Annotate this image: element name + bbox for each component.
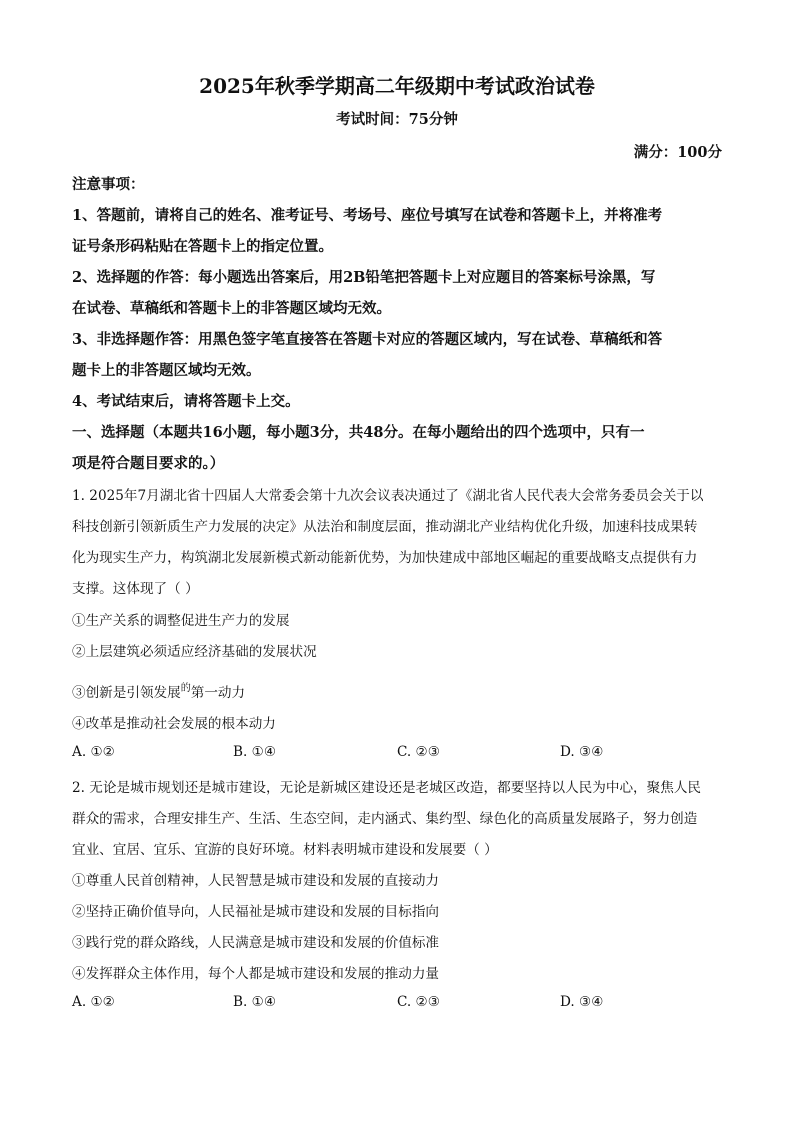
q2-item-1: ①尊重人民首创精神，人民智慧是城市建设和发展的直接动力 — [72, 873, 440, 889]
q1-item-4: ④改革是推动社会发展的根本动力 — [72, 716, 276, 732]
q1-item-3-superscript: 的 — [180, 683, 191, 694]
q1-item-3-part: 第一动力 — [190, 685, 246, 701]
q2-option-a: A. ①② — [72, 994, 115, 1010]
q1-item-2: ②上层建筑必须适应经济基础的发展状况 — [72, 644, 317, 660]
q2-option-d: D. ③④ — [560, 994, 604, 1010]
q1-stem-line: 科技创新引领新质生产力发展的决定》从法治和制度层面，推动湖北产业结构优化升级，加速科技成果转 — [72, 519, 698, 535]
q2-item-4: ④发挥群众主体作用，每个人都是城市建设和发展的推动力量 — [72, 966, 440, 982]
notes-line: 1、答题前，请将自己的姓名、准考证号、考场号、座位号填写在试卷和答题卡上，并将准考 — [72, 207, 663, 224]
q1-option-b: B. ①④ — [233, 744, 277, 760]
q2-stem-line: 2. 无论是城市规划还是城市建设，无论是新城区建设还是老城区改造，都要坚持以人民为中心，聚焦人民 — [72, 780, 702, 796]
full-score: 满分：100分 — [633, 144, 722, 161]
q2-option-c: C. ②③ — [397, 994, 440, 1010]
notes-line: 3、非选择题作答：用黑色签字笔直接答在答题卡对应的答题区域内，写在试卷、草稿纸和答 — [72, 331, 663, 348]
notes-line: 题卡上的非答题区域均无效。 — [72, 362, 261, 379]
notes-line: 在试卷、草稿纸和答题卡上的非答题区域均无效。 — [72, 300, 391, 317]
q2-option-b: B. ①④ — [233, 994, 277, 1010]
section-heading: 项是符合题目要求的。） — [72, 455, 225, 472]
q1-stem-line: 1. 2025年7月湖北省十四届人大常委会第十九次会议表决通过了《湖北省人民代表大会常务委员会关于以 — [72, 488, 704, 504]
q1-option-c: C. ②③ — [397, 744, 440, 760]
notes-line: 4、考试结束后，请将答题卡上交。 — [72, 393, 300, 410]
q1-stem-line: 化为现实生产力，构筑湖北发展新模式新动能新优势，为加快建成中部地区崛起的重要战略支点提供有力 — [72, 550, 698, 566]
notes-line: 证号条形码粘贴在答题卡上的指定位置。 — [72, 238, 333, 255]
q1-item-1: ①生产关系的调整促进生产力的发展 — [72, 613, 290, 629]
q1-option-d: D. ③④ — [560, 744, 604, 760]
q2-stem-line: 宜业、宜居、宜乐、宜游的良好环境。材料表明城市建设和发展要（ ） — [72, 842, 498, 858]
q1-stem-line: 支撑。这体现了（ ） — [72, 581, 199, 597]
q1-option-a: A. ①② — [72, 744, 115, 760]
notes-heading: 注意事项： — [72, 176, 145, 193]
exam-title: 2025年秋季学期高二年级期中考试政治试卷 — [199, 74, 595, 98]
notes-line: 2、选择题的作答：每小题选出答案后，用2B铅笔把答题卡上对应题目的答案标号涂黑，写 — [72, 269, 656, 286]
q2-item-3: ③践行党的群众路线，人民满意是城市建设和发展的价值标准 — [72, 935, 440, 951]
q2-item-2: ②坚持正确价值导向，人民福祉是城市建设和发展的目标指向 — [72, 904, 440, 920]
q1-item-3-part: ③创新是引领发展 — [72, 685, 181, 701]
q2-stem-line: 群众的需求，合理安排生产、生活、生态空间，走内涵式、集约型、绿色化的高质量发展路子，努力创造 — [72, 811, 698, 827]
q1-item-3 — [72, 679, 245, 701]
exam-time: 考试时间：75分钟 — [336, 111, 458, 128]
section-heading: 一、选择题（本题共16小题，每小题3分，共48分。在每小题给出的四个选项中，只有一 — [72, 424, 645, 441]
